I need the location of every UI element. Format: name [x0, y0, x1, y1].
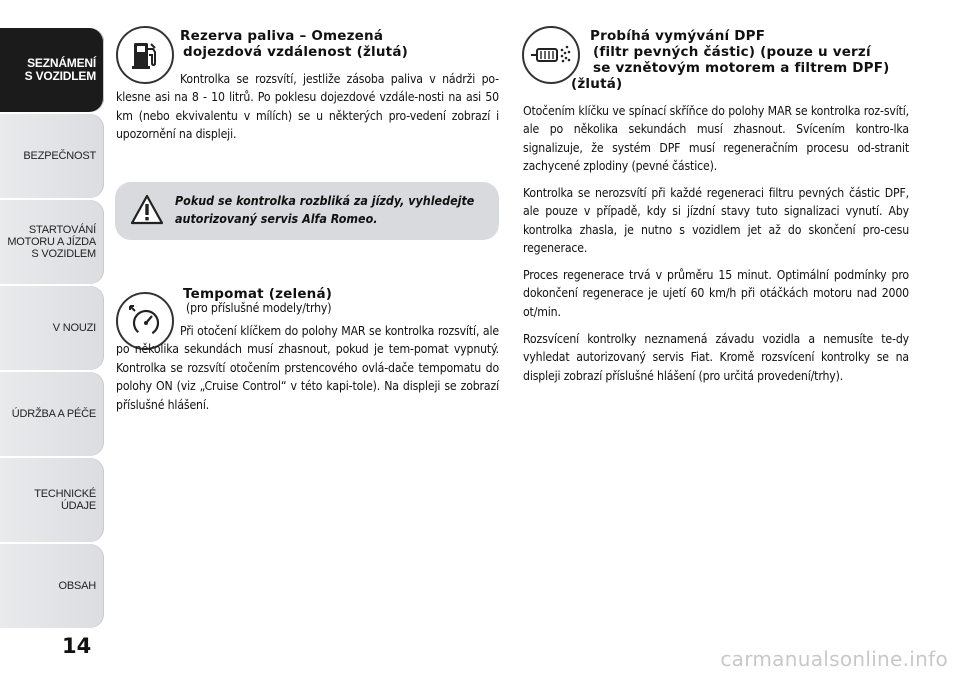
tab-technicke-udaje[interactable]: TECHNICKÉ ÚDAJE	[0, 458, 104, 542]
cruise-subtitle: (pro příslušné modely/trhy)	[186, 301, 332, 315]
tab-seznameni[interactable]: SEZNÁMENÍ S VOZIDLEM	[0, 28, 104, 112]
tab-startovani[interactable]: STARTOVÁNÍ MOTORU A JÍZDA S VOZIDLEM	[0, 200, 104, 284]
warning-triangle-icon	[130, 194, 164, 230]
fuel-heading-line1: Rezerva paliva – Omezená	[180, 28, 384, 44]
tab-v-nouzi[interactable]: V NOUZI	[0, 286, 104, 370]
warning-text: Pokud se kontrolka rozbliká za jízdy, vyhledejte autorizovaný servis Alfa Romeo.	[175, 193, 475, 226]
cruise-heading: Tempomat (zelená)	[183, 286, 333, 302]
dpf-paragraph-1: Otočením klíčku ve spínací skříňce do polohy MAR se kontrolka roz-svítí, ale po několika sekundách musí zhasnout. Svícením kontro-lka signalizuje, že systém DPF musí regeneračním procesu od-stranit zachycené zplodiny (pevné částice).	[523, 104, 909, 174]
page-number: 14	[62, 634, 92, 658]
dpf-paragraph-3: Proces regenerace trvá v průměru 15 minut. Optimální podmínky pro dokončení regenerace je ujetí 60 km/h při otáčkách motoru nad 2000 ot/min.	[523, 268, 909, 319]
fuel-heading-line2: dojezdová vzdálenost (žlutá)	[183, 44, 409, 60]
tab-udrzba[interactable]: ÚDRŽBA A PÉČE	[0, 372, 104, 456]
dpf-heading-line2: (filtr pevných částic) (pouze u verzí	[593, 44, 871, 60]
dpf-heading-line3: se vznětovým motorem a filtrem DPF)	[593, 60, 890, 76]
cruise-body: Při otočení klíčkem do polohy MAR se kontrolka rozsvítí, ale po několika sekundách musí zhasnout, pokud je tem-pomat vypnutý. Kontrolka se rozsvítí otočením prstencového ovlá-dače tempomatu do polohy ON (viz „Cruise Control“ v této kapi-tole). Na displeji se zobrazí příslušné hlášení.	[116, 324, 499, 412]
dpf-paragraph-2: Kontrolka se nerozsvítí při každé regeneraci filtru pevných částic DPF, ale pouze v případě, kdy si jízdní stavy tuto signalizaci vynutí. Aby kontrolka zhasla, je nutno s vozidlem jet až do skončení pro-cesu regenerace.	[523, 186, 909, 256]
dpf-heading-line4: (žlutá)	[571, 76, 623, 92]
dpf-heading-line1: Probíhá vymývání DPF	[590, 28, 766, 44]
fuel-body: Kontrolka se rozsvítí, jestliže zásoba paliva v nádrži po-klesne asi na 8 - 10 litrů. Po poklesu dojezdové vzdále-nosti na asi 50 km (nebo ekvivalentu v mílích) se u některých pro-vedení zobrazí i upozornění na displeji.	[116, 72, 499, 142]
tab-bezpecnost[interactable]: BEZPEČNOST	[0, 114, 104, 198]
dpf-paragraph-4: Rozsvícení kontrolky neznamená závadu vozidla a nemusíte te-dy vyhledat autorizovaný servis Fiat. Kromě rozsvícení kontrolky se na displeji zobrazí příslušné hlášení (pro určitá provedení/trhy).	[523, 332, 909, 383]
tab-obsah[interactable]: OBSAH	[0, 544, 104, 628]
watermark: carmanualsonline.info	[720, 647, 948, 671]
